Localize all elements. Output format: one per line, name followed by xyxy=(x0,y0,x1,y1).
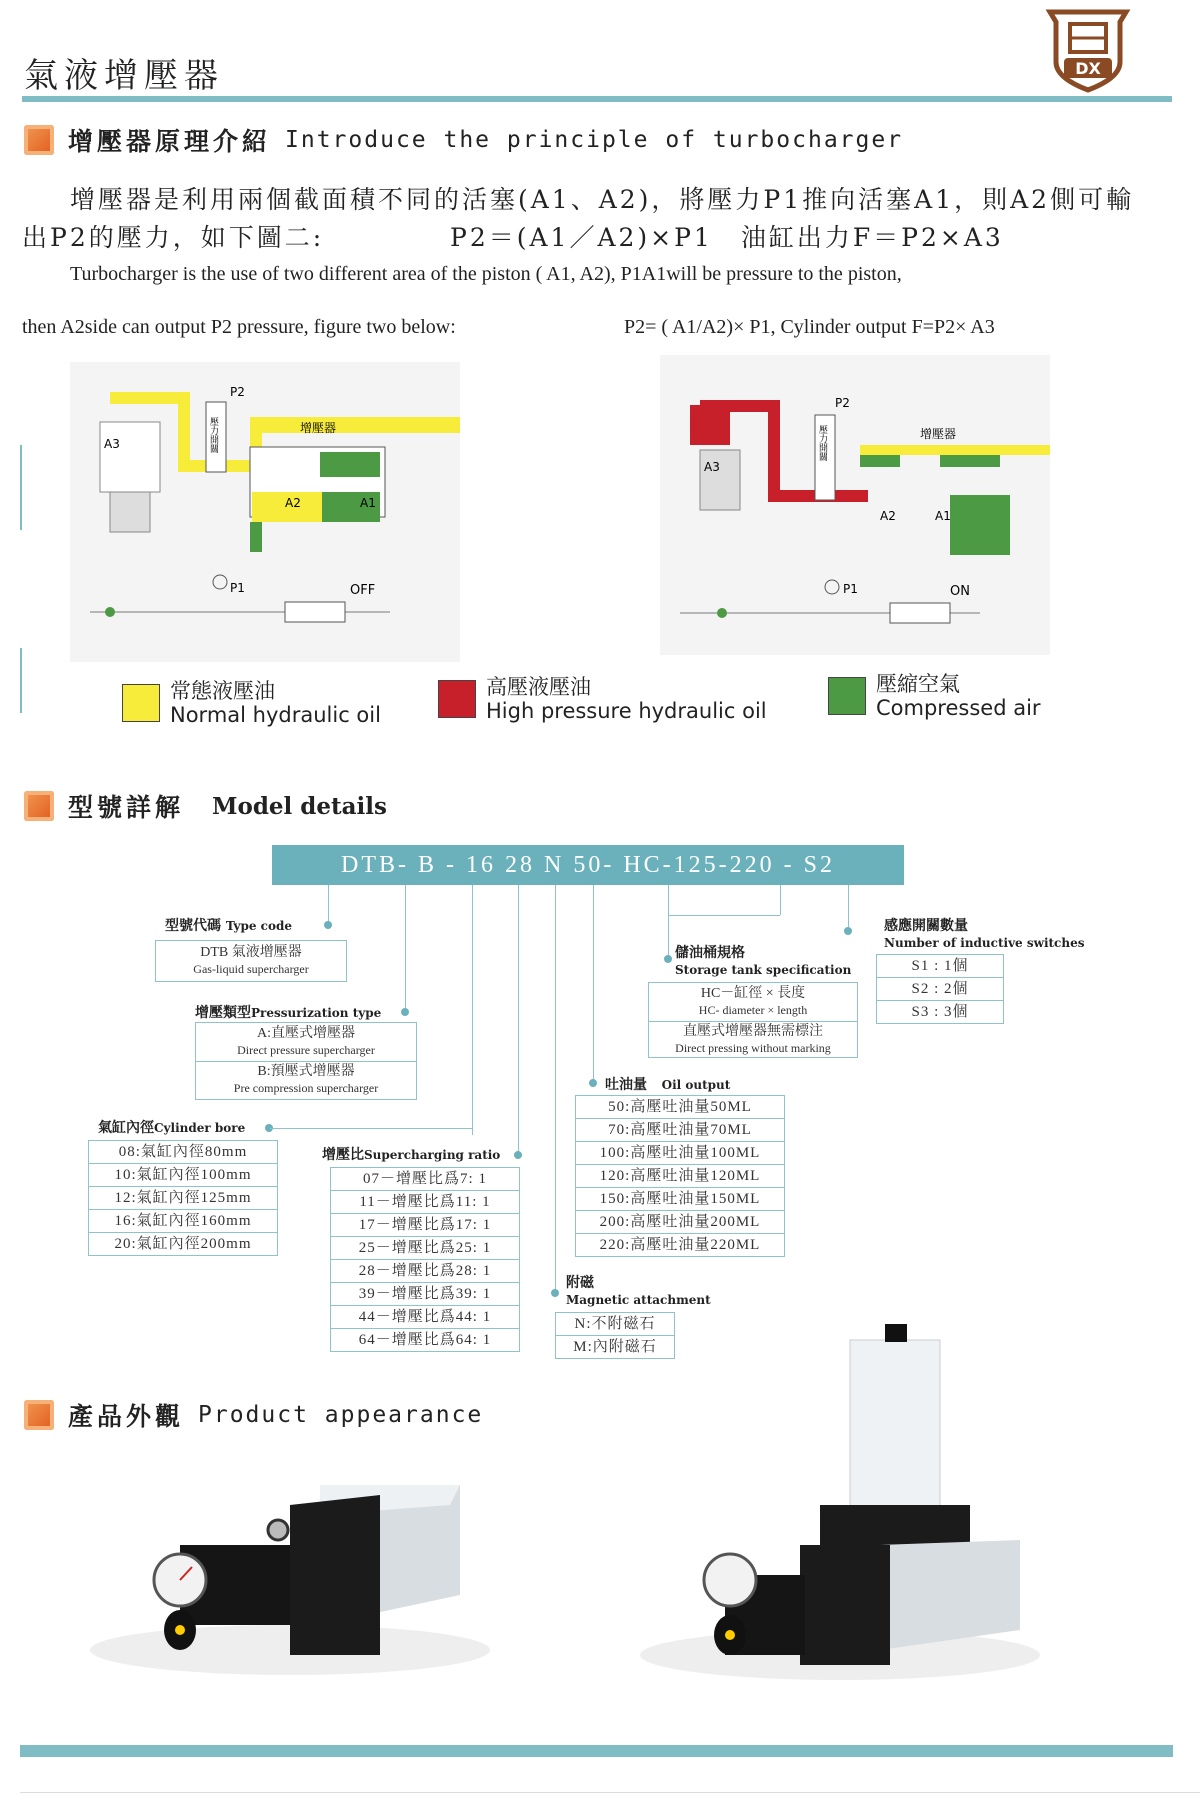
connector xyxy=(405,885,406,1010)
oil-label: 吐油量 Oil output xyxy=(605,1077,731,1093)
list-item: 10:氣缸內徑100mm xyxy=(88,1163,278,1187)
section-product-heading xyxy=(24,1397,483,1433)
connector xyxy=(848,885,849,927)
section-principle-heading xyxy=(24,122,903,158)
connector-dot xyxy=(401,1008,409,1016)
section-title-zh: 產品外觀 xyxy=(68,1402,185,1431)
side-accent xyxy=(20,445,22,530)
connector-dot xyxy=(844,927,852,935)
product-image-supercharger-a xyxy=(80,1455,500,1685)
legend-swatch xyxy=(438,680,476,718)
svg-text:A3: A3 xyxy=(104,437,120,451)
principle-formula-en: P2= ( A1/A2)× P1, Cylinder output F=P2× A3 xyxy=(624,316,995,338)
type-code-line1: DTB 氣液增壓器 xyxy=(200,945,302,960)
svg-text:OFF: OFF xyxy=(350,583,376,598)
list-item: N:不附磁石 xyxy=(555,1312,675,1336)
list-item: S1 : 1個 xyxy=(876,954,1004,978)
svg-text:ON: ON xyxy=(950,584,970,599)
dx-logo xyxy=(1042,8,1134,96)
list-item: 16:氣缸內徑160mm xyxy=(88,1209,278,1233)
page-title: 氣液增壓器 xyxy=(24,56,224,96)
section-title-zh: 型號詳解 xyxy=(68,793,185,822)
svg-text:P1: P1 xyxy=(843,582,858,596)
legend-normal xyxy=(122,679,381,727)
section-title-en: Model details xyxy=(212,792,387,820)
svg-text:增壓器: 增壓器 xyxy=(300,421,337,435)
diagram-off xyxy=(70,362,460,662)
svg-text:P2: P2 xyxy=(230,385,245,399)
magnet-label: 附磁 Magnetic attachment xyxy=(566,1275,711,1307)
svg-text:A3: A3 xyxy=(704,460,720,474)
legend-label-zh: 高壓液壓油 xyxy=(486,675,591,699)
connector xyxy=(328,885,329,923)
svg-text:增壓器: 增壓器 xyxy=(920,427,957,441)
list-item: 44－增壓比爲44: 1 xyxy=(330,1305,520,1329)
list-item: 150:高壓吐油量150ML xyxy=(575,1187,785,1211)
legend-label-zh: 常態液壓油 xyxy=(170,679,275,703)
principle-text-zh-1: 增壓器是利用兩個截面積不同的活塞(A1、A2)，將壓力P1推向活塞A1，則A2側可輸 xyxy=(70,185,1135,214)
list-item: 200:高壓吐油量200ML xyxy=(575,1210,785,1234)
svg-text:壓力開關: 壓力開關 xyxy=(208,417,218,453)
tank-box: HC－缸徑 × 長度 HC- diameter × length 直壓式增壓器無需標注 Direct pressing without marking xyxy=(648,982,858,1058)
section-title-zh: 增壓器原理介紹 xyxy=(68,127,272,156)
legend-label-zh: 壓縮空氣 xyxy=(876,672,960,696)
tank-label: 儲油桶規格 Storage tank specification xyxy=(675,945,852,977)
legend-label-en: Compressed air xyxy=(876,696,1041,720)
list-item: 25－增壓比爲25: 1 xyxy=(330,1236,520,1260)
principle-text-zh-2: 出P2的壓力，如下圖二: xyxy=(22,223,325,252)
list-item: S3 : 3個 xyxy=(876,1000,1004,1024)
footer-rule xyxy=(20,1745,1173,1757)
list-item: S2 : 2個 xyxy=(876,977,1004,1001)
legend-swatch xyxy=(122,684,160,722)
connector-dot xyxy=(324,921,332,929)
list-item: 28－增壓比爲28: 1 xyxy=(330,1259,520,1283)
legend-label-en: Normal hydraulic oil xyxy=(170,703,381,727)
list-item: 11－增壓比爲11: 1 xyxy=(330,1190,520,1214)
type-code-label: 型號代碼 Type code xyxy=(165,918,292,934)
list-item: 120:高壓吐油量120ML xyxy=(575,1164,785,1188)
legend-air xyxy=(828,672,1041,720)
connector-dot xyxy=(514,1151,522,1159)
svg-text:P2: P2 xyxy=(835,396,850,410)
legend-high xyxy=(438,675,767,723)
principle-formula-zh: P2＝(A1／A2)×P1 油缸出力F＝P2×A3 xyxy=(450,223,1004,252)
section-title-en: Product appearance xyxy=(198,1402,484,1428)
connector xyxy=(518,885,519,1155)
type-code-box xyxy=(155,940,347,982)
list-item: 220:高壓吐油量220ML xyxy=(575,1233,785,1257)
list-item: 70:高壓吐油量70ML xyxy=(575,1118,785,1142)
list-item: 12:氣缸內徑125mm xyxy=(88,1186,278,1210)
svg-text:壓力開關: 壓力開關 xyxy=(817,425,827,461)
legend-swatch xyxy=(828,677,866,715)
logo-text: DX xyxy=(1075,59,1101,78)
connector xyxy=(780,885,781,915)
header-rule xyxy=(22,96,1172,102)
list-item: 100:高壓吐油量100ML xyxy=(575,1141,785,1165)
legend-label-en: High pressure hydraulic oil xyxy=(486,699,767,723)
connector xyxy=(668,915,780,916)
connector xyxy=(555,885,556,1289)
pressurization-box: A:直壓式增壓器 Direct pressure supercharger B:預壓式增壓器 Pre compression supercharger xyxy=(195,1022,417,1100)
connector xyxy=(593,885,594,1087)
svg-text:A2: A2 xyxy=(285,496,301,510)
type-code-line2: Gas-liquid supercharger xyxy=(193,962,309,976)
connector-dot xyxy=(589,1079,597,1087)
ratio-list xyxy=(330,1168,520,1352)
oil-list xyxy=(575,1096,785,1257)
connector xyxy=(472,885,473,1135)
svg-text:A1: A1 xyxy=(935,509,951,523)
connector-dot xyxy=(664,955,672,963)
switches-list xyxy=(876,955,1004,1024)
list-item: 07－增壓比爲7: 1 xyxy=(330,1167,520,1191)
connector xyxy=(270,1128,472,1129)
principle-text-en-2: then A2side can output P2 pressure, figure two below: xyxy=(22,316,456,338)
list-item: 64－增壓比爲64: 1 xyxy=(330,1328,520,1352)
product-image-supercharger-b xyxy=(630,1320,1050,1690)
list-item: 50:高壓吐油量50ML xyxy=(575,1095,785,1119)
pressurization-label: 增壓類型Pressurization type xyxy=(195,1005,382,1021)
bore-list xyxy=(88,1141,278,1256)
list-item: 39－增壓比爲39: 1 xyxy=(330,1282,520,1306)
switches-label: 感應開關數量 Number of inductive switches xyxy=(884,918,1085,950)
ratio-label: 增壓比Supercharging ratio xyxy=(322,1147,501,1163)
list-item: 20:氣缸內徑200mm xyxy=(88,1232,278,1256)
footer-line xyxy=(20,1792,1200,1793)
principle-text-en-1: Turbocharger is the use of two different area of the piston ( A1, A2), P1A1will be pressure to the piston, xyxy=(70,263,902,285)
section-title-en: Introduce the principle of turbocharger xyxy=(285,127,904,153)
svg-text:A1: A1 xyxy=(360,496,376,510)
bore-label: 氣缸內徑Cylinder bore xyxy=(98,1120,246,1136)
svg-text:P1: P1 xyxy=(230,581,245,595)
connector-dot xyxy=(551,1289,559,1297)
diagram-on xyxy=(660,355,1050,655)
section-marker-icon xyxy=(24,1400,54,1430)
connector xyxy=(668,885,669,915)
section-marker-icon xyxy=(24,791,54,821)
svg-text:A2: A2 xyxy=(880,509,896,523)
side-accent xyxy=(20,648,22,713)
section-marker-icon xyxy=(24,125,54,155)
section-model-heading xyxy=(24,788,387,824)
connector xyxy=(668,915,669,955)
list-item: 17－增壓比爲17: 1 xyxy=(330,1213,520,1237)
list-item: M:內附磁石 xyxy=(555,1335,675,1359)
list-item: 08:氣缸內徑80mm xyxy=(88,1140,278,1164)
model-code-bar: DTB- B - 16 28 N 50- HC-125-220 - S2 xyxy=(272,845,904,885)
